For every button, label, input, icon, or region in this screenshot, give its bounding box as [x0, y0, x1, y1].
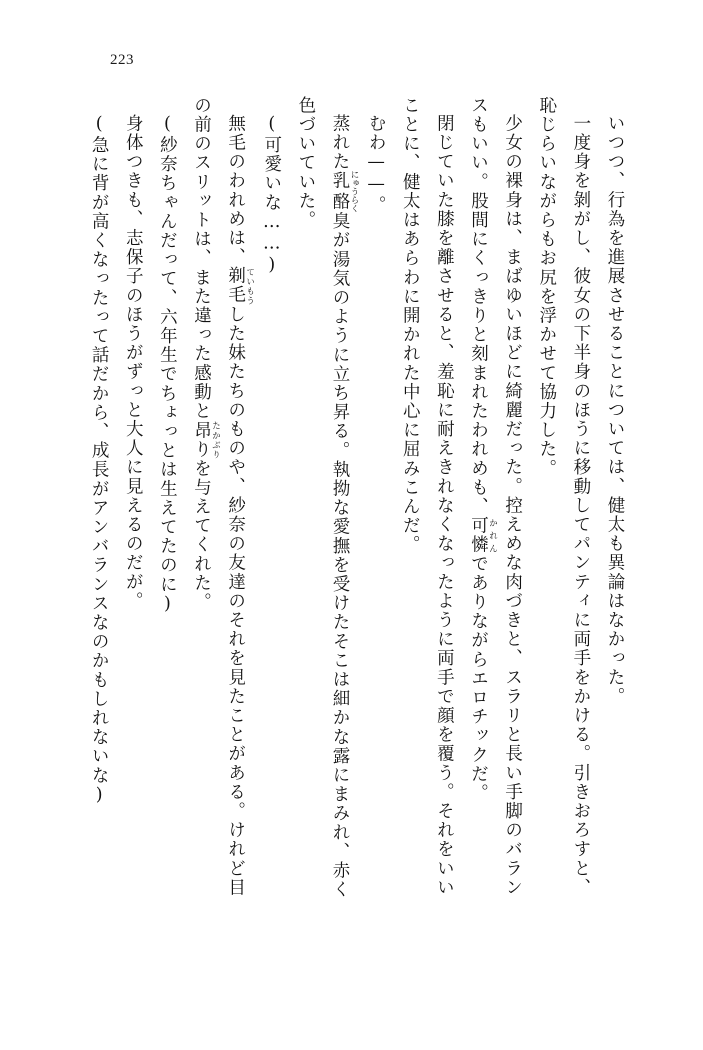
- paragraph-2: 一度身を剝がし、彼女の下半身のほうに移動してパンティに両手をかける。引きおろすと、恥じらいながらもお尻を浮かせて協力した。: [536, 96, 591, 897]
- paragraph-7: (可愛いな……): [261, 113, 282, 277]
- paragraph-4: 閉じていた膝を離させると、羞恥に耐えきれなくなったように両手で顔を覆う。それをいいことに、健太はあらわに開かれた中心に屈みこんだ。: [400, 96, 455, 897]
- paragraph-8: 無毛のわれめは、剃毛 ていもうした妹たちのものや、紗奈の友達のそれを見たことがある。けれど目の前のスリットは、また違った感動と昂り たかぶりを与えてくれた。: [191, 96, 255, 897]
- paragraph-9: (紗奈ちゃんだって、六年生でちょっとは生えてたのに): [157, 113, 178, 616]
- ruby-reading: ていもう: [244, 266, 255, 305]
- paragraph-11: (急に背が高くなったって話だから、成長がアンバランスなのかもしれないな): [89, 113, 110, 807]
- ruby-annotation: 可憐 かれん: [468, 516, 498, 555]
- paragraph-1: いつつ、行為を進展させることについては、健太も異論はなかった。: [605, 113, 625, 706]
- ruby-annotation: 昂り たかぶり: [191, 420, 221, 459]
- paragraph-5: むわ——。: [366, 113, 387, 214]
- page-number: 223: [110, 52, 134, 68]
- paragraph-6: 蒸れた乳酪 にゅうらく臭が湯気のように立ち昇る。執拗な愛撫を受けたそこは細かな露にまみれ、赤く色づいていた。: [295, 96, 359, 899]
- ruby-reading: にゅうらく: [349, 169, 359, 213]
- ruby-reading: たかぶり: [210, 420, 221, 459]
- paragraph-3: 少女の裸身は、まばゆいほどに綺麗だった。控えめな肉づきと、スラリと長い手脚のバランスもいい。股間にくっきりと刻まれたわれめも、可憐 かれんでありながらエロチックだ。: [468, 96, 523, 897]
- ruby-reading: かれん: [487, 516, 498, 555]
- ruby-annotation: 乳酪 にゅうらく: [330, 169, 359, 213]
- ruby-annotation: 剃毛 ていもう: [225, 266, 255, 305]
- paragraph-10: 身体つきも、志保子のほうがずっと大人に見えるのだが。: [123, 113, 144, 611]
- vertical-text-body: [70, 96, 632, 911]
